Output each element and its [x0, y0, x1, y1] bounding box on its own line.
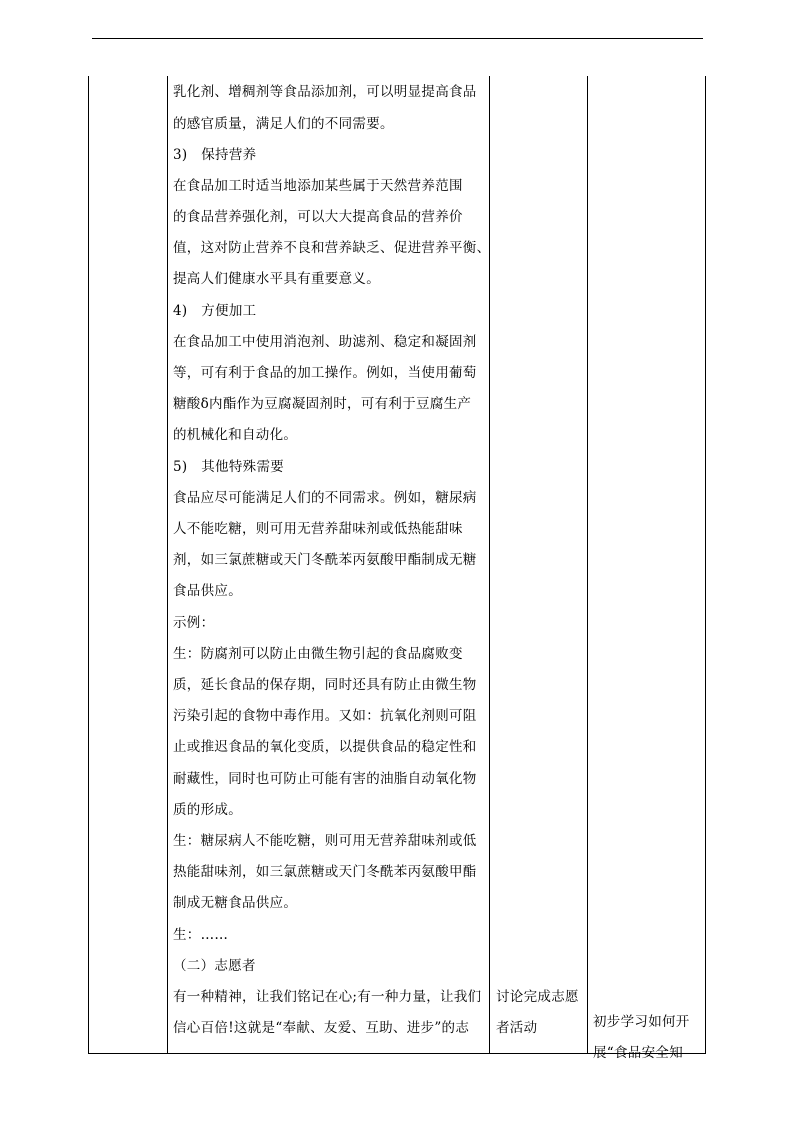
section-heading: 3) 保持营养 [173, 147, 257, 163]
content-line: 的机械化和自动化。 [173, 427, 298, 443]
content-line: 生：防腐剂可以防止由微生物引起的食品腐败变 [173, 646, 463, 662]
table-divider-3 [587, 76, 588, 1054]
content-line: 热能甜味剂，如三氯蔗糖或天门冬酰苯丙氨酸甲酯 [173, 864, 477, 880]
content-line: 制成无糖食品供应。 [173, 895, 298, 911]
section-heading: 5) 其他特殊需要 [173, 459, 285, 475]
content-line: 食品供应。 [173, 583, 242, 599]
content-line: 等，可有利于食品的加工操作。例如，当使用葡萄 [173, 365, 477, 381]
content-line: 的食品营养强化剂，可以大大提高食品的营养价 [173, 209, 463, 225]
content-line: 人不能吃糖，则可用无营养甜味剂或低热能甜味 [173, 521, 463, 537]
content-line: 在食品加工中使用消泡剂、助滤剂、稳定和凝固剂 [173, 334, 477, 350]
activity-line: 讨论完成志愿 [496, 989, 579, 1005]
intent-line: 初步学习如何开 [593, 1014, 690, 1030]
content-line: 食品应尽可能满足人们的不同需求。例如，糖尿病 [173, 490, 477, 506]
table-divider-1 [167, 76, 168, 1054]
activity-line: 者活动 [496, 1020, 538, 1036]
content-line: 的感官质量，满足人们的不同需要。 [173, 116, 394, 132]
table-divider-2 [489, 76, 490, 1054]
content-line: 信心百倍!这就是“奉献、友爱、互助、进步”的志 [173, 1020, 470, 1036]
section-heading: 4) 方便加工 [173, 303, 257, 319]
content-line: 糖酸δ内酯作为豆腐凝固剂时，可有利于豆腐生产 [173, 396, 472, 412]
content-line: 剂，如三氯蔗糖或天门冬酰苯丙氨酸甲酯制成无糖 [173, 552, 477, 568]
content-line: 示例： [173, 615, 215, 631]
content-line: 耐藏性，同时也可防止可能有害的油脂自动氧化物 [173, 771, 477, 787]
section-heading: （二）志愿者 [173, 958, 256, 974]
intent-line: 展“食品安全知 [593, 1045, 684, 1061]
content-line: 质，延长食品的保存期，同时还具有防止由微生物 [173, 677, 477, 693]
content-line: 止或推迟食品的氧化变质，以提供食品的稳定性和 [173, 739, 477, 755]
content-line: 生：糖尿病人不能吃糖，则可用无营养甜味剂或低 [173, 833, 477, 849]
content-line: 质的形成。 [173, 802, 242, 818]
content-line: 生：…… [173, 927, 229, 943]
header-rule [92, 38, 703, 39]
content-line: 污染引起的食物中毒作用。又如：抗氧化剂则可阻 [173, 708, 477, 724]
content-line: 提高人们健康水平具有重要意义。 [173, 271, 380, 287]
content-line: 乳化剂、增稠剂等食品添加剂，可以明显提高食品 [173, 84, 477, 100]
content-line: 在食品加工时适当地添加某些属于天然营养范围 [173, 178, 463, 194]
content-line: 有一种精神，让我们铭记在心;有一种力量，让我们 [173, 989, 482, 1005]
content-line: 值，这对防止营养不良和营养缺乏、促进营养平衡、 [173, 240, 491, 256]
